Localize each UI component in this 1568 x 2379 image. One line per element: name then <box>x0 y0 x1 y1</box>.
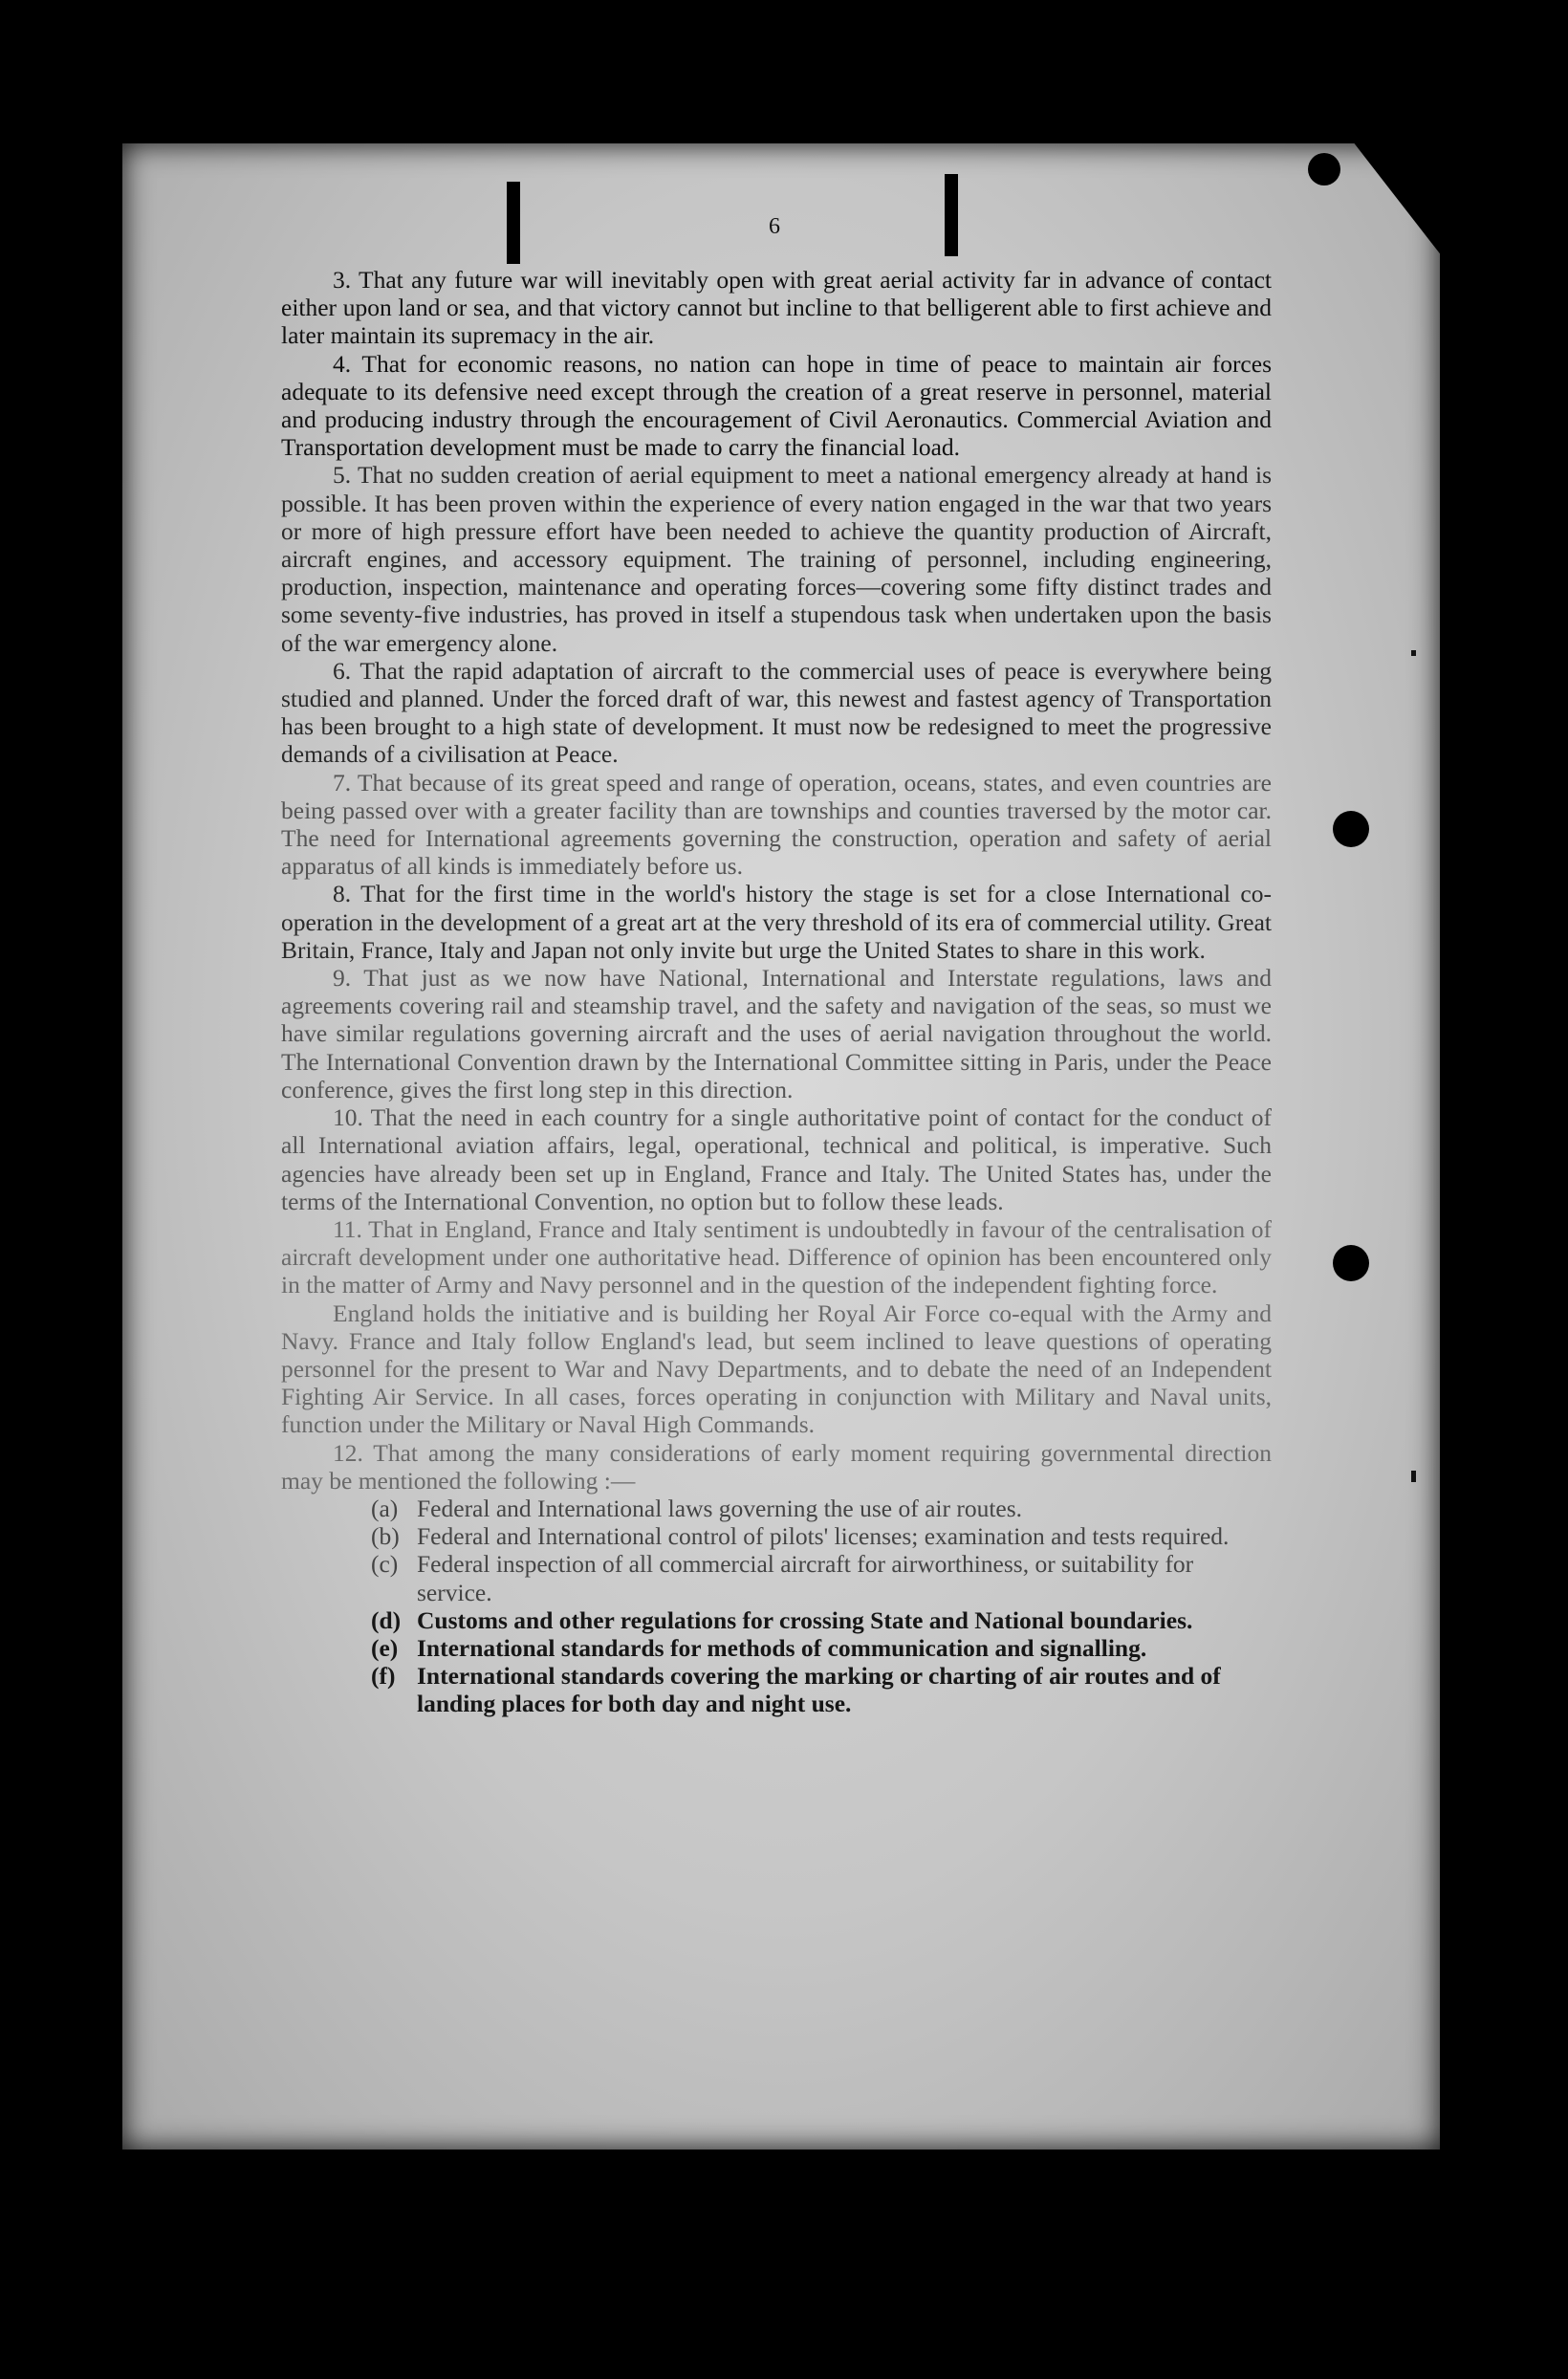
list-item: (b) Federal and International control of pilots' licenses; examination and tests required. <box>371 1522 1230 1551</box>
list-item: (a) Federal and International laws governing the use of air routes. <box>371 1494 1023 1522</box>
paragraph-12: 12. That among the many considerations of early moment requiring governmental direction may be mentioned the following :— <box>281 1438 1272 1495</box>
paragraph-10: 10. That the need in each country for a single authoritative point of contact for the conduct of all International aviation affairs, legal, operational, technical and political, is imperative. Such agencies have already been set up in England, France and Italy. The United States has, under the terms of the International Convention, no option but to follow these leads. <box>281 1103 1272 1215</box>
list-item: (d) Customs and other regulations for crossing State and National boundaries. <box>371 1605 1193 1634</box>
binding-mark-left <box>507 182 520 264</box>
paragraph-8: 8. That for the first time in the world's history the stage is set for a close International co-operation in the development of a great art at the very threshold of its era of commercial utility. Great Britain, France, Italy and Japan not only invite but urge the United States to share in this work. <box>281 880 1272 964</box>
margin-mark <box>1411 1471 1416 1482</box>
margin-mark <box>1411 650 1416 656</box>
paragraph-4: 4. That for economic reasons, no nation can hope in time of peace to maintain air forces adequate to its defensive need except through the creation of a great reserve in personnel, material and producing industry through the encouragement of Civil Aeronautics. Commercial Aviation and Transportation development must be made to carry the financial load. <box>281 349 1272 462</box>
paragraph-7: 7. That because of its great speed and range of operation, oceans, states, and even countries are being passed over with a greater facility than are townships and counties traversed by the motor car. The need for International agreements governing the construction, operation and safety of aerial apparatus of all kinds is immediately before us. <box>281 768 1272 881</box>
paragraph-11-continued: England holds the initiative and is building her Royal Air Force co-equal with the Army and Navy. France and Italy follow England's lead, but seem inclined to leave questions of operating personnel for the present to War and Navy Departments, and to debate the need of an Independent Fighting Air Service. In all cases, forces operating in conjunction with Military and Naval units, function under the Military or Naval High Commands. <box>281 1299 1272 1439</box>
punch-hole-top <box>1308 153 1340 186</box>
body-text <box>281 266 1272 1718</box>
considerations-list <box>281 1495 1272 1718</box>
page-number: 6 <box>769 214 780 239</box>
punch-hole-upper <box>1333 811 1369 847</box>
list-item: (e) International standards for methods of communication and signalling. <box>371 1633 1147 1662</box>
list-item: (c) Federal inspection of all commercial aircraft for airworthiness, or suitability for service. <box>371 1550 1194 1606</box>
paragraph-5: 5. That no sudden creation of aerial equipment to meet a national emergency already at hand is possible. It has been proven within the experience of every nation engaged in the war that two years or more of high pressure effort have been needed to achieve the quantity production of Aircraft, aircraft engines, and accessory equipment. The training of personnel, including engineering, production, inspection, maintenance and operating forces—covering some fifty distinct trades and some seventy-five industries, has proved in itself a stupendous task when undertaken upon the basis of the war emergency alone. <box>281 461 1272 657</box>
paragraph-11: 11. That in England, France and Italy sentiment is undoubtedly in favour of the centralisation of aircraft development under one authoritative head. Difference of opinion has been encountered only in the matter of Army and Navy personnel and in the question of the independent fighting force. <box>281 1214 1272 1299</box>
paragraph-9: 9. That just as we now have National, International and Interstate regulations, laws and agreements covering rail and steamship travel, and the safety and navigation of the seas, so must we have similar regulations governing aircraft and the uses of aerial navigation throughout the world. The International Convention drawn by the International Committee sitting in Paris, under the Peace conference, gives the first long step in this direction. <box>281 964 1272 1103</box>
paragraph-6: 6. That the rapid adaptation of aircraft to the commercial uses of peace is everywhere being studied and planned. Under the forced draft of war, this newest and fastest agency of Transportation has been brought to a high state of development. It must now be redesigned to meet the progressive demands of a civilisation at Peace. <box>281 656 1272 769</box>
paragraph-3: 3. That any future war will inevitably open with great aerial activity far in advance of contact either upon land or sea, and that victory cannot but incline to that belligerent able to first achieve and later maintain its supremacy in the air. <box>281 266 1272 350</box>
binding-mark-right <box>945 174 958 256</box>
list-item: (f) International standards covering the marking or charting of air routes and of landing places for both day and night use. <box>371 1662 1221 1718</box>
punch-hole-lower <box>1333 1245 1369 1281</box>
